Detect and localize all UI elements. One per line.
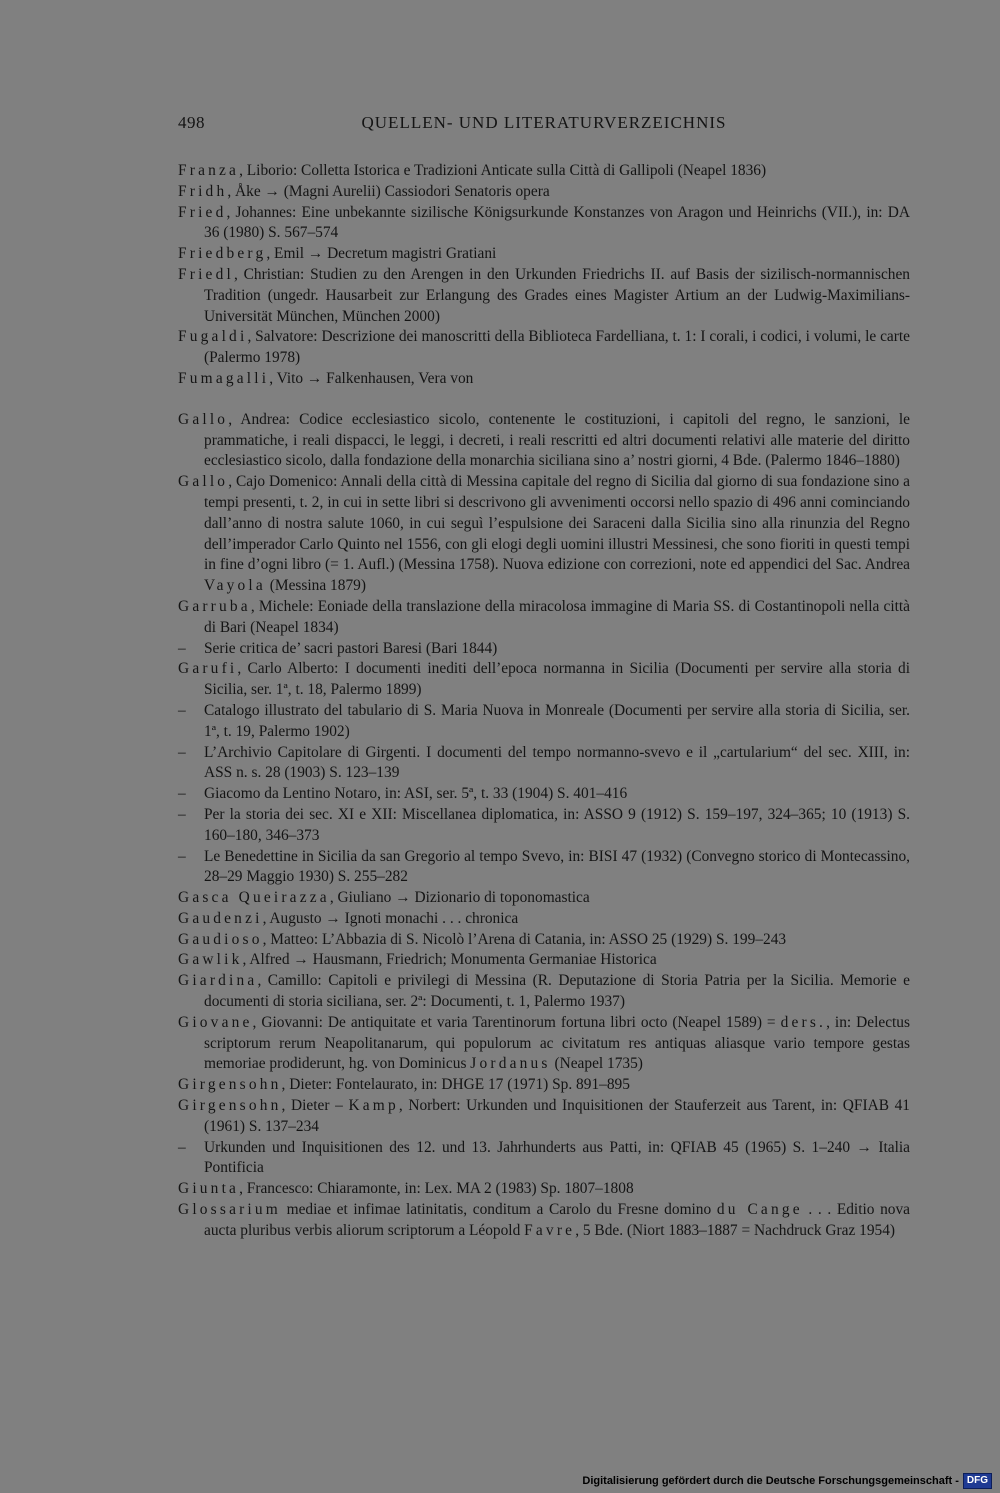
continuation-dash: – — [178, 847, 186, 865]
entry-author: Fumagalli — [178, 369, 270, 387]
entry-text: , Cajo Domenico: Annali della città di Messina capitale del regno di Sicilia dal giorno di sua fondazione sino a tempi presenti, t. 2, in cui in sette libri si descrivono gli avvenimenti occorsi nello spazio di 496 anni cominciando dall’anno di nostra salute 1060, in cui seguì l’espulsione dei Saraceni dalla Sicilia sino alla rinunzia del Regno dell’imperador Carlo Quinto nel 1556, con gli elogi degli uomini illustri Messinesi, che sono fioriti in questi tempi in fine d’ogni libro (= 1. Aufl.) (Messina 1758). Nuova edizione con correzioni, note ed appendici del Sac. Andrea — [204, 473, 910, 574]
entry-text: , Michele: Eoniade della translazione della miracolosa immagine di Maria SS. di Costantinopoli nella città di Bari (Neapel 1834) — [204, 597, 910, 636]
continuation-dash: – — [178, 785, 186, 803]
entry-author: Gallo — [178, 410, 229, 428]
entry-spaced-name: Vayola — [204, 577, 266, 595]
bibliography-entry — [178, 244, 910, 265]
entry-text: , Salvatore: Descrizione dei manoscritti della Biblioteca Fardelliana, t. 1: I corali, i codici, i volumi, le carte (Palermo 1978) — [204, 328, 910, 367]
entry-text: , Norbert: Urkunden und Inquisitionen der Stauferzeit aus Tarent, in: QFIAB 41 (1961) S. 137–234 — [204, 1097, 910, 1135]
bibliography-entry — [178, 182, 910, 203]
bibliography-entry — [178, 1075, 910, 1096]
page-header — [178, 113, 910, 139]
bibliography-entry — [178, 1179, 910, 1200]
entry-text: , in: Delectus scriptorum rerum Neapolitanarum, qui populorum ac civitatum res antiquas aliasque vario tempore gestas memoriae prodiderunt, hg. von Dominicus — [204, 1013, 910, 1073]
entry-text: , Alfred → Hausmann, Friedrich; Monumenta Germaniae Historica — [242, 951, 657, 969]
entry-text: (Neapel 1735) — [550, 1055, 643, 1073]
entry-text: , Giuliano → Dizionario di toponomastica — [329, 889, 590, 907]
page-number: 498 — [178, 113, 205, 132]
running-title: QUELLEN- UND LITERATURVERZEICHNIS — [361, 113, 727, 132]
bibliography-entry — [178, 265, 910, 327]
entry-text: Le Benedettine in Sicilia da san Gregorio al tempo Svevo, in: BISI 47 (1932) (Convegno storico di Montecassino, 28–29 Maggio 1930) S. 255–282 — [204, 847, 910, 886]
entry-author: Garruba — [178, 597, 251, 615]
entry-author: Garufi — [178, 660, 238, 678]
entry-author: Gasca Queirazza — [178, 889, 330, 907]
bibliography-entry — [178, 1138, 910, 1180]
bibliography-entry — [178, 950, 910, 971]
bibliography-entry — [178, 701, 910, 743]
entry-text: , Dieter: Fontelaurato, in: DHGE 17 (1971) Sp. 891–895 — [281, 1076, 630, 1094]
entry-author: Giardina — [178, 972, 258, 990]
entry-text: mediae et infimae latinitatis, conditum a Carolo du Fresne domino — [280, 1201, 717, 1219]
bibliography-entry — [178, 909, 910, 930]
bibliography-entry — [178, 410, 910, 472]
entry-author: Giovane — [178, 1013, 253, 1031]
entry-spaced-name: ders. — [780, 1013, 827, 1031]
entry-author: Franza — [178, 162, 240, 179]
entry-text: , 5 Bde. (Niort 1883–1887 = Nachdruck Graz 1954) — [575, 1221, 896, 1239]
entry-author: Girgensohn — [178, 1076, 282, 1094]
bibliography-entry — [178, 472, 910, 597]
entry-text: , Carlo Alberto: I documenti inediti dell’epoca normanna in Sicilia (Documenti per servire alla storia di Sicilia, ser. 1ª, t. 18, Palermo 1899) — [204, 660, 910, 699]
footer-credit — [582, 1473, 992, 1489]
bibliography-entry — [178, 369, 910, 390]
entry-text: , Åke → (Magni Aurelii) Cassiodori Senatoris opera — [227, 182, 550, 200]
entry-text: , Matteo: L’Abbazia di S. Nicolò l’Arena di Catania, in: ASSO 25 (1929) S. 199–243 — [262, 930, 787, 948]
entry-text: L’Archivio Capitolare di Girgenti. I documenti del tempo normanno-svevo e il „cartularium“ del sec. XIII, in: ASS n. s. 28 (1903) S. 123–139 — [204, 743, 910, 782]
entry-text: , Vito → Falkenhausen, Vera von — [269, 369, 474, 387]
bibliography-list — [178, 161, 910, 1242]
bibliography-entry — [178, 743, 910, 785]
entry-text: . . . Editio nova aucta pluribus verbis aliorum scriptorum a Léopold — [204, 1201, 910, 1239]
entry-text: , Giovanni: De antiquitate et varia Tarentinorum fortuna libri octo (Neapel 1589) = — [252, 1013, 781, 1031]
entry-author: Glossarium — [178, 1201, 281, 1219]
bibliography-entry — [178, 1013, 910, 1075]
entry-author: Gaudenzi — [178, 909, 263, 927]
bibliography-entry — [178, 1096, 910, 1138]
continuation-dash: – — [178, 743, 186, 761]
entry-author: Gallo — [178, 473, 229, 491]
bibliography-entry — [178, 597, 910, 639]
continuation-dash: – — [178, 1138, 186, 1156]
bibliography-entry — [178, 847, 910, 889]
entry-text: Catalogo illustrato del tabulario di S. Maria Nuova in Monreale (Documenti per servire alla storia di Sicilia, ser. 1ª, t. 19, Palermo 1902) — [204, 701, 910, 740]
entry-text: , Dieter – — [281, 1097, 349, 1115]
entry-text: Serie critica de’ sacri pastori Baresi (Bari 1844) — [204, 639, 498, 657]
entry-text: Giacomo da Lentino Notaro, in: ASI, ser. 5ª, t. 33 (1904) S. 401–416 — [204, 785, 628, 803]
bibliography-entry — [178, 327, 910, 369]
entry-text: , Liborio: Colletta Istorica e Tradizioni Anticate sulla Città di Gallipoli (Neapel 1836) — [239, 162, 767, 179]
entry-author: Giunta — [178, 1180, 240, 1198]
bibliography-entry — [178, 805, 910, 847]
bibliography-entry — [178, 659, 910, 701]
dfg-logo-icon: DFG — [963, 1473, 992, 1489]
entry-author: Girgensohn — [178, 1097, 282, 1115]
bibliography-entry — [178, 784, 910, 805]
bibliography-entry — [178, 203, 910, 245]
bibliography-entry — [178, 639, 910, 660]
entry-author: Fugaldi — [178, 328, 248, 346]
entry-text: Per la storia dei sec. XI e XII: Miscellanea diplomatica, in: ASSO 9 (1912) S. 159–197, 324–365; 10 (1913) S. 160–180, 346–373 — [204, 805, 910, 844]
continuation-dash: – — [178, 639, 186, 657]
footer-text: Digitalisierung gefördert durch die Deutsche Forschungsgemeinschaft - — [582, 1475, 959, 1487]
entry-spaced-name: Favre — [524, 1221, 576, 1239]
entry-text: , Camillo: Capitoli e privilegi di Messina (R. Deputazione di Storia Patria per la Sicilia. Memorie e documenti di storia siciliana, ser. 2ª: Documenti, t. 1, Palermo 1937) — [204, 972, 910, 1011]
entry-spaced-name: du Cange — [716, 1201, 803, 1219]
entry-author: Gaudioso — [178, 930, 263, 948]
entry-author: Friedberg — [178, 245, 267, 263]
entry-text: , Andrea: Codice ecclesiastico sicolo, contenente le costituzioni, i capitoli del regno, le sanzioni, le prammatiche, i reali dispacci, le leggi, i decreti, i reali rescritti ed altri documenti relativi alle materie del diritto ecclesiastico sicolo, dalla fondazione della monarchia siciliana sino a’ nostri giorni, 4 Bde. (Palermo 1846–1880) — [204, 410, 910, 470]
bibliography-entry — [178, 888, 910, 909]
continuation-dash: – — [178, 701, 186, 719]
entry-text: , Christian: Studien zu den Arengen in den Urkunden Friedrichs II. auf Basis der sizilisch-normannischen Tradition (ungedr. Hausarbeit zur Erlangung des Grades eines Magister Artium an der Ludwig-Maximilians-Universität München, München 2000) — [204, 265, 910, 325]
entry-author: Fridh — [178, 182, 228, 200]
bibliography-entry — [178, 161, 910, 182]
entry-text: (Messina 1879) — [265, 577, 366, 595]
entry-text: , Johannes: Eine unbekannte sizilische Königsurkunde Konstanzes von Aragon und Heinrichs (VII.), in: DA 36 (1980) S. 567–574 — [204, 203, 910, 242]
entry-author: Fried — [178, 203, 227, 221]
entry-text: , Francesco: Chiaramonte, in: Lex. MA 2 (1983) Sp. 1807–1808 — [239, 1180, 634, 1198]
entry-author: Friedl — [178, 265, 234, 283]
continuation-dash: – — [178, 805, 186, 823]
bibliography-entry — [178, 1200, 910, 1242]
entry-spaced-name: Kamp — [348, 1097, 399, 1115]
bibliography-entry — [178, 971, 910, 1013]
entry-text: , Emil → Decretum magistri Gratiani — [266, 245, 497, 263]
entry-text: , Augusto → Ignoti monachi . . . chronica — [262, 909, 519, 927]
entry-text: Urkunden und Inquisitionen des 12. und 13. Jahrhunderts aus Patti, in: QFIAB 45 (1965) S. 1–240 → Italia Pontificia — [204, 1138, 910, 1177]
entry-author: Gawlik — [178, 951, 243, 969]
entry-spaced-name: Jordanus — [470, 1055, 551, 1073]
bibliography-entry — [178, 930, 910, 951]
